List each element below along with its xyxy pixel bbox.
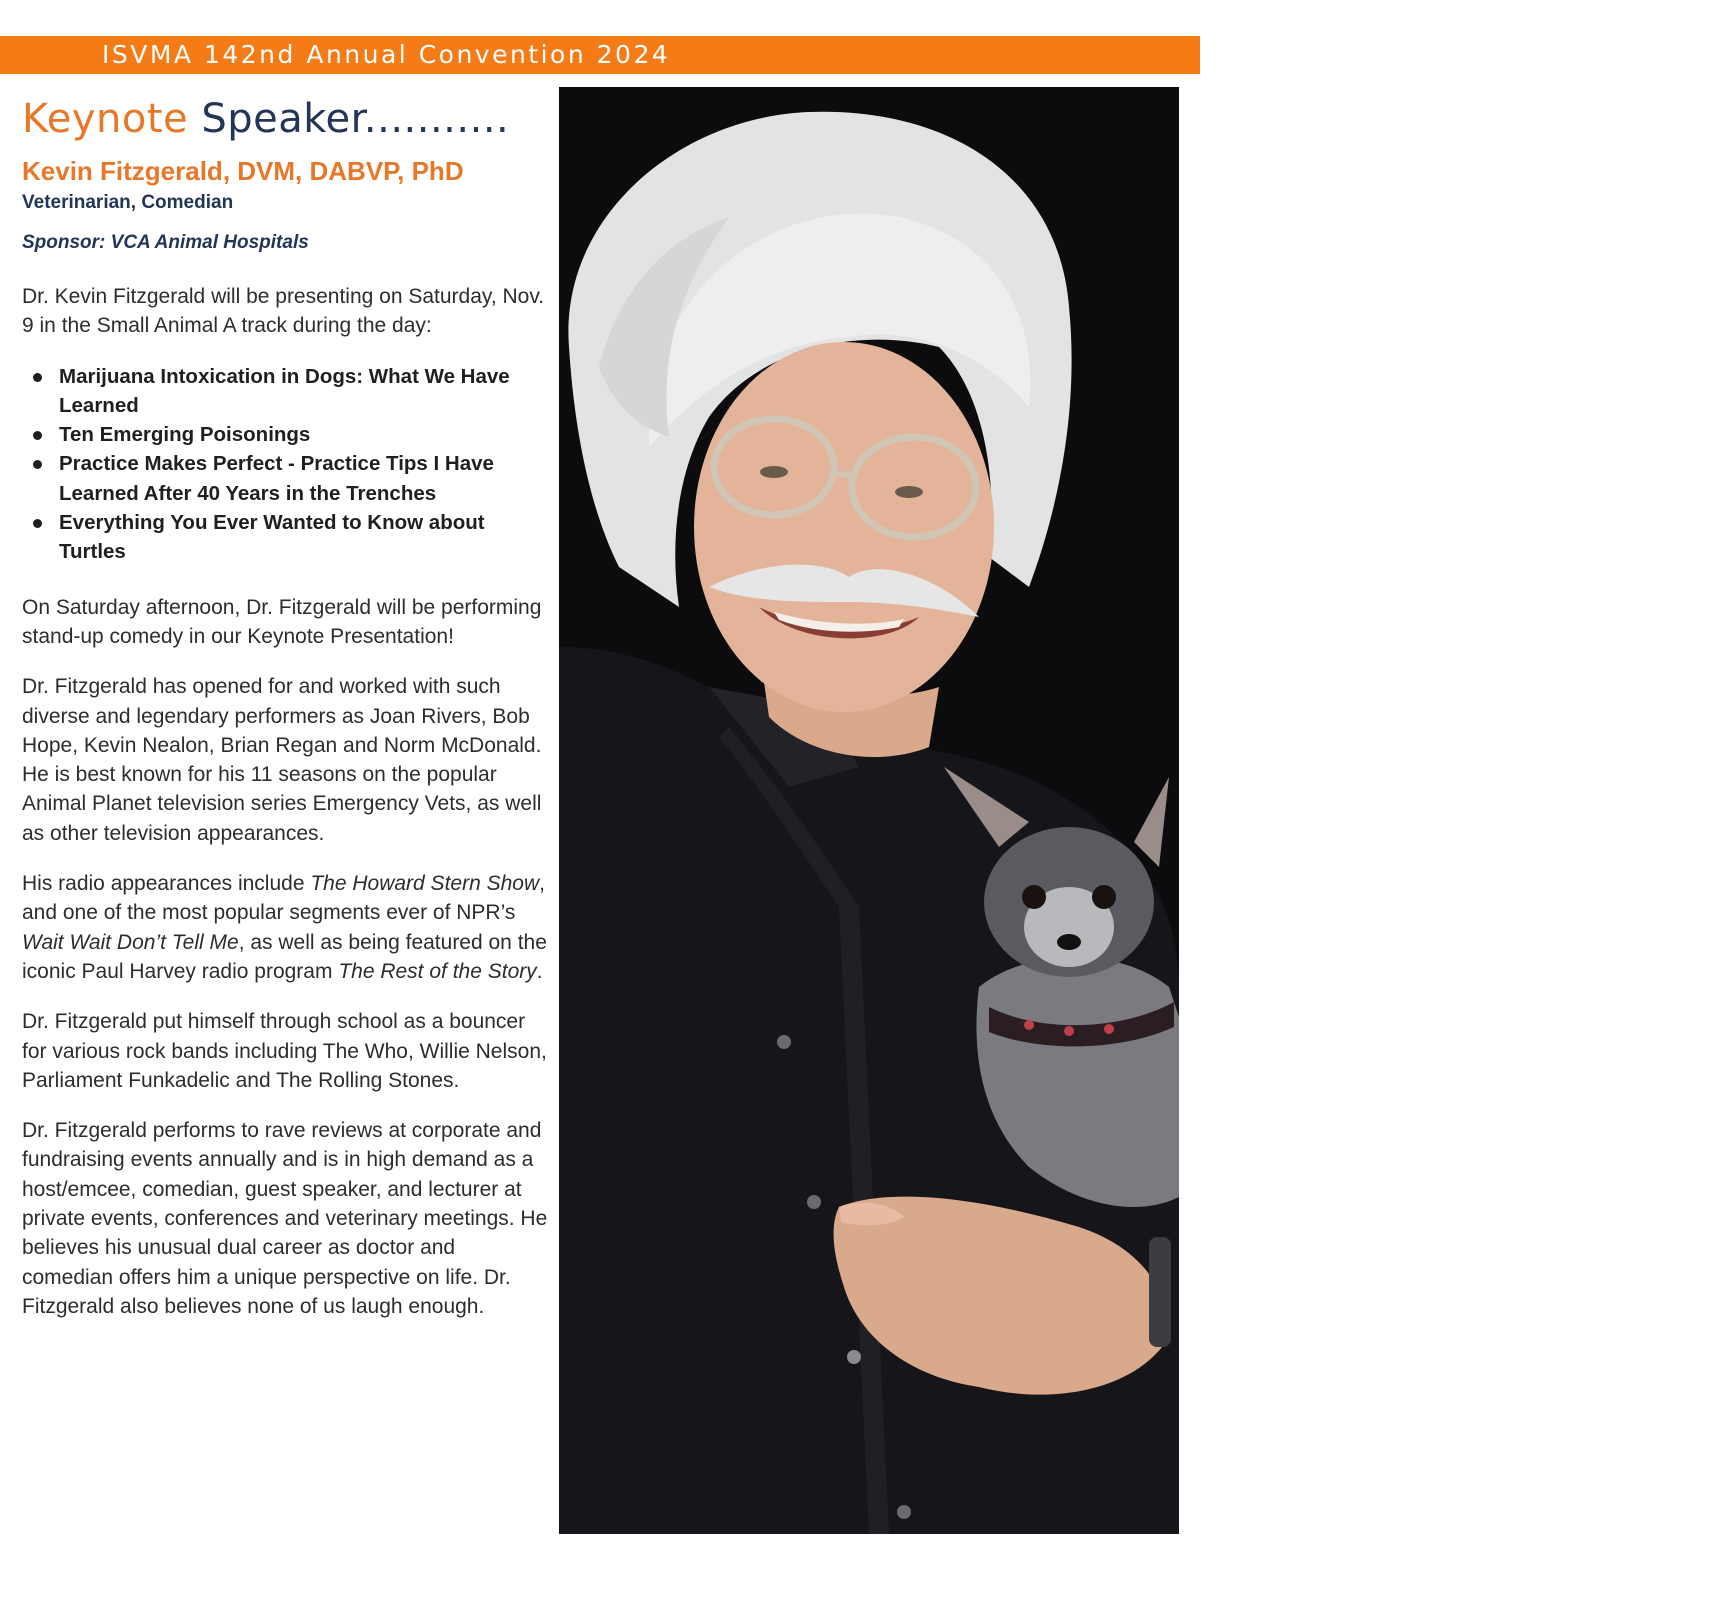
comedy-paragraph: On Saturday afternoon, Dr. Fitzgerald will be performing stand-up comedy in our Keynote Presentation!	[22, 595, 542, 648]
radio-text: , as well as being featured on the iconic Paul Harvey radio program	[22, 930, 547, 983]
session-list	[22, 362, 550, 567]
show-title: The Howard Stern Show	[310, 872, 540, 896]
career-paragraph: Dr. Fitzgerald performs to rave reviews at corporate and fundraising events annually and is in high demand as a host/emcee, comedian, guest speaker, and lecturer at private events, conferences and veterinary meetings. He believes his unusual dual career as doctor and comedian offers him a unique perspective on life. Dr. Fitzgerald also believes none of us laugh enough.	[22, 1119, 548, 1318]
radio-text: , and one of the most popular segments ever of NPR’s	[22, 872, 545, 925]
page-number: 15	[1699, 1581, 1725, 1607]
sponsor-line: Sponsor: VCA Animal Hospitals	[22, 232, 309, 253]
radio-paragraph	[22, 869, 550, 986]
header-banner	[0, 36, 1200, 74]
session-item: Ten Emerging Poisonings	[59, 420, 550, 449]
show-title: Wait Wait Don’t Tell Me	[22, 930, 239, 954]
banner-title: ISVMA 142nd Annual Convention 2024	[102, 40, 671, 69]
show-title: The Rest of the Story	[338, 959, 537, 983]
session-item: Marijuana Intoxication in Dogs: What We Have Learned	[59, 362, 550, 421]
speaker-photo-illustration	[559, 87, 1179, 1534]
intro-paragraph: Dr. Kevin Fitzgerald will be presenting on Saturday, Nov. 9 in the Small Animal A track during the day:	[22, 285, 545, 338]
radio-text: .	[536, 959, 543, 983]
title-keynote: Keynote	[22, 96, 189, 142]
title-speaker: Speaker...........	[201, 96, 510, 142]
school-paragraph: Dr. Fitzgerald put himself through school as a bouncer for various rock bands including The Who, Willie Nelson, Parliament Funkadelic and The Rolling Stones.	[22, 1010, 547, 1092]
speaker-photo	[559, 87, 1725, 1607]
speaker-role: Veterinarian, Comedian	[22, 192, 234, 213]
performers-paragraph: Dr. Fitzgerald has opened for and worked with such diverse and legendary performers as Joan Rivers, Bob Hope, Kevin Nealon, Brian Regan and Norm McDonald. He is best known for his 11 seasons on the popular Animal Planet television series Emergency Vets, as well as other television appearances.	[22, 675, 542, 845]
page-title	[22, 96, 509, 142]
radio-text: His radio appearances include	[22, 872, 311, 896]
session-item: Everything You Ever Wanted to Know about Turtles	[59, 508, 550, 567]
speaker-name: Kevin Fitzgerald, DVM, DABVP, PhD	[22, 156, 464, 186]
session-item: Practice Makes Perfect - Practice Tips I Have Learned After 40 Years in the Trenches	[59, 449, 550, 508]
article-body	[22, 282, 550, 1342]
